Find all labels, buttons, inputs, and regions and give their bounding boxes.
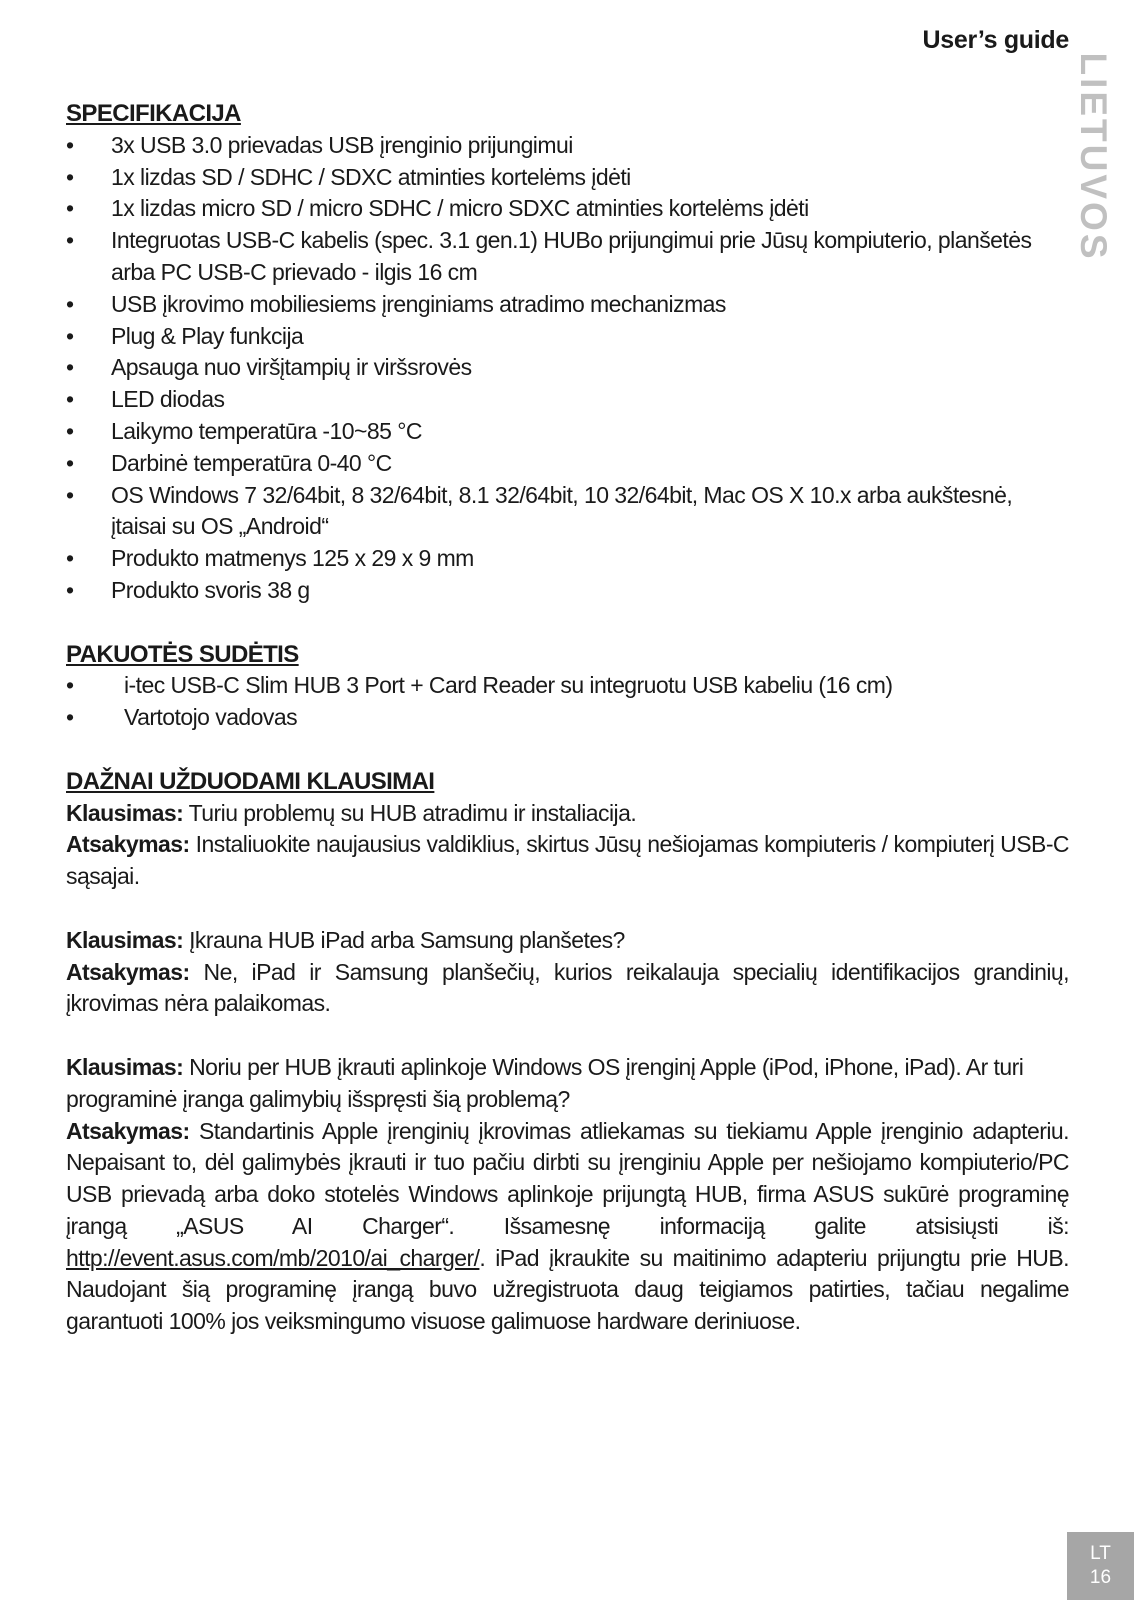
specs-item: • LED diodas <box>66 384 1069 416</box>
question-text: Įkrauna HUB iPad arba Samsung planšetes? <box>189 926 625 953</box>
faq-section <box>66 766 1069 1338</box>
page-content <box>66 98 1069 1338</box>
package-heading: PAKUOTĖS SUDĖTIS <box>66 640 299 668</box>
language-side-tab-label: LIETUVOS <box>1073 52 1114 262</box>
question-label: Klausimas: <box>66 926 184 953</box>
question-text: Turiu problemų su HUB atradimu ir instaliacija. <box>188 799 637 826</box>
language-side-tab <box>1073 52 1114 262</box>
specs-list <box>66 130 1069 607</box>
specs-item: • Produkto svoris 38 g <box>66 575 1069 607</box>
question-text: Noriu per HUB įkrauti aplinkoje Windows OS įrenginį Apple (iPod, iPhone, iPad). Ar turi programinė įranga galimybių išspręsti šią problemą? <box>66 1053 1024 1112</box>
page-number-badge <box>1067 1532 1134 1600</box>
answer-label: Atsakymas: <box>66 958 190 985</box>
faq-heading: DAŽNAI UŽDUODAMI KLAUSIMAI <box>66 767 435 795</box>
answer-label: Atsakymas: <box>66 1117 190 1144</box>
specs-item: • USB įkrovimo mobiliesiems įrenginiams atradimo mechanizmas <box>66 289 1069 321</box>
faq-spacer <box>66 1020 1069 1052</box>
question-label: Klausimas: <box>66 1053 184 1080</box>
faq-question <box>66 798 1069 830</box>
package-item: • i-tec USB-C Slim HUB 3 Port + Card Reader su integruotu USB kabeliu (16 cm) <box>66 670 1069 702</box>
answer-text: Instaliuokite naujausius valdiklius, skirtus Jūsų nešiojamas kompiuteris / kompiuterį USB-C sąsajai. <box>66 831 1069 890</box>
section-spacer <box>66 734 1069 766</box>
specs-item: • 1x lizdas SD / SDHC / SDXC atminties kortelėms įdėti <box>66 162 1069 194</box>
page-language-code: LT <box>1090 1543 1111 1564</box>
faq-question <box>66 925 1069 957</box>
section-spacer <box>66 607 1069 639</box>
package-list <box>66 670 1069 734</box>
page-number: 16 <box>1089 1567 1112 1588</box>
page-header-title: User’s guide <box>922 26 1069 54</box>
specs-item: • Darbinė temperatūra 0-40 °C <box>66 448 1069 480</box>
specs-item: • Laikymo temperatūra -10~85 °C <box>66 416 1069 448</box>
faq-answer <box>66 957 1069 1021</box>
faq-question <box>66 1052 1069 1116</box>
answer-text: Ne, iPad ir Samsung planšečių, kurios reikalauja specialių identifikacijos grandinių, įkrovimas nėra palaikomas. <box>66 958 1069 1017</box>
package-item: • Vartotojo vadovas <box>66 702 1069 734</box>
faq-answer <box>66 1116 1069 1339</box>
answer-label: Atsakymas: <box>66 831 190 858</box>
answer-text-part1: Standartinis Apple įrenginių įkrovimas atliekamas su tiekiamu Apple įrenginio adapteriu. Nepaisant to, dėl galimybės įkrauti ir tuo pačiu dirbti su įrenginiu Apple per nešiojamo kompiuterio/PC USB prievadą arba doko stotelės Windows aplinkoje prijungtą HUB, firma ASUS sukūrė programinę įrangą „ASUS AI Charger“. Išsamesnę informaciją galite atsisiųsti iš: <box>66 1117 1069 1239</box>
asus-charger-link[interactable]: http://event.asus.com/mb/2010/ai_charger/ <box>66 1244 480 1271</box>
specs-item: • Integruotas USB-C kabelis (spec. 3.1 gen.1) HUBo prijungimui prie Jūsų kompiuterio, planšetės arba PC USB-C prievado - ilgis 16 cm <box>66 225 1069 289</box>
specs-item: • 3x USB 3.0 prievadas USB įrenginio prijungimui <box>66 130 1069 162</box>
answer-text-part2: . iPad įkraukite su maitinimo adapteriu prijungtu prie HUB. Naudojant šią programinę įrangą buvo užregistruota daug teigiamos patirties, tačiau negalime garantuoti 100% jos veiksmingumo visuose galimuose hardware deriniuose. <box>66 1244 1069 1335</box>
faq-answer <box>66 829 1069 893</box>
specs-heading: SPECIFIKACIJA <box>66 100 241 127</box>
specs-item: • OS Windows 7 32/64bit, 8 32/64bit, 8.1 32/64bit, 10 32/64bit, Mac OS X 10.x arba aukštesnė, įtaisai su OS „Android“ <box>66 480 1069 544</box>
specs-item: • Produkto matmenys 125 x 29 x 9 mm <box>66 543 1069 575</box>
specs-item: • Plug & Play funkcija <box>66 321 1069 353</box>
question-label: Klausimas: <box>66 799 184 826</box>
specs-item: • Apsauga nuo viršįtampių ir viršsrovės <box>66 352 1069 384</box>
specs-item: • 1x lizdas micro SD / micro SDHC / micro SDXC atminties kortelėms įdėti <box>66 193 1069 225</box>
faq-spacer <box>66 893 1069 925</box>
